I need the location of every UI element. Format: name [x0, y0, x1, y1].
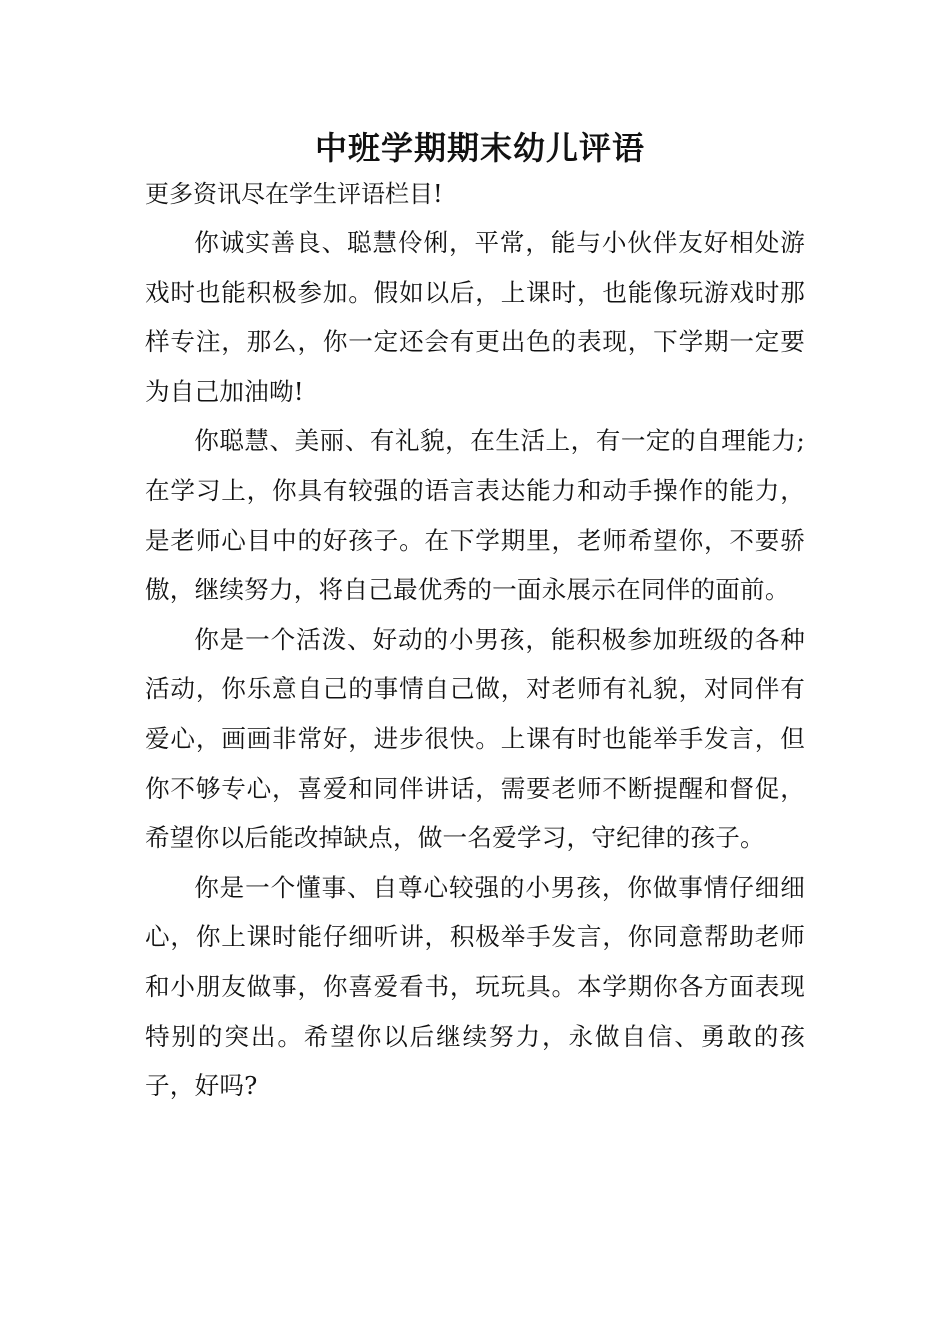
- paragraph-3: 你是一个活泼、好动的小男孩，能积极参加班级的各种活动，你乐意自己的事情自己做，对老师有礼貌，对同伴有爱心，画画非常好，进步很快。上课有时也能举手发言，但你不够专心，喜爱和同伴讲话，需要老师不断提醒和督促，希望你以后能改掉缺点，做一名爱学习，守纪律的孩子。: [145, 624, 805, 853]
- document-subtitle: 更多资讯尽在学生评语栏目!: [145, 180, 443, 208]
- paragraph-4: 你是一个懂事、自尊心较强的小男孩，你做事情仔细细心，你上课时能仔细听讲，积极举手发言，你同意帮助老师和小朋友做事，你喜爱看书，玩玩具。本学期你各方面表现特别的突出。希望你以后继续努力，永做自信、勇敢的孩子，好吗?: [145, 872, 805, 1101]
- paragraph-1: 你诚实善良、聪慧伶俐，平常，能与小伙伴友好相处游戏时也能积极参加。假如以后，上课时，也能像玩游戏时那样专注，那么，你一定还会有更出色的表现，下学期一定要为自己加油呦!: [145, 228, 805, 406]
- document-page: [145, 118, 805, 1111]
- paragraph-2: 你聪慧、美丽、有礼貌，在生活上，有一定的自理能力;在学习上，你具有较强的语言表达能力和动手操作的能力，是老师心目中的好孩子。在下学期里，老师希望你，不要骄傲，继续努力，将自己最优秀的一面永展示在同伴的面前。: [145, 426, 805, 605]
- document-title: 中班学期期末幼儿评语: [314, 129, 645, 167]
